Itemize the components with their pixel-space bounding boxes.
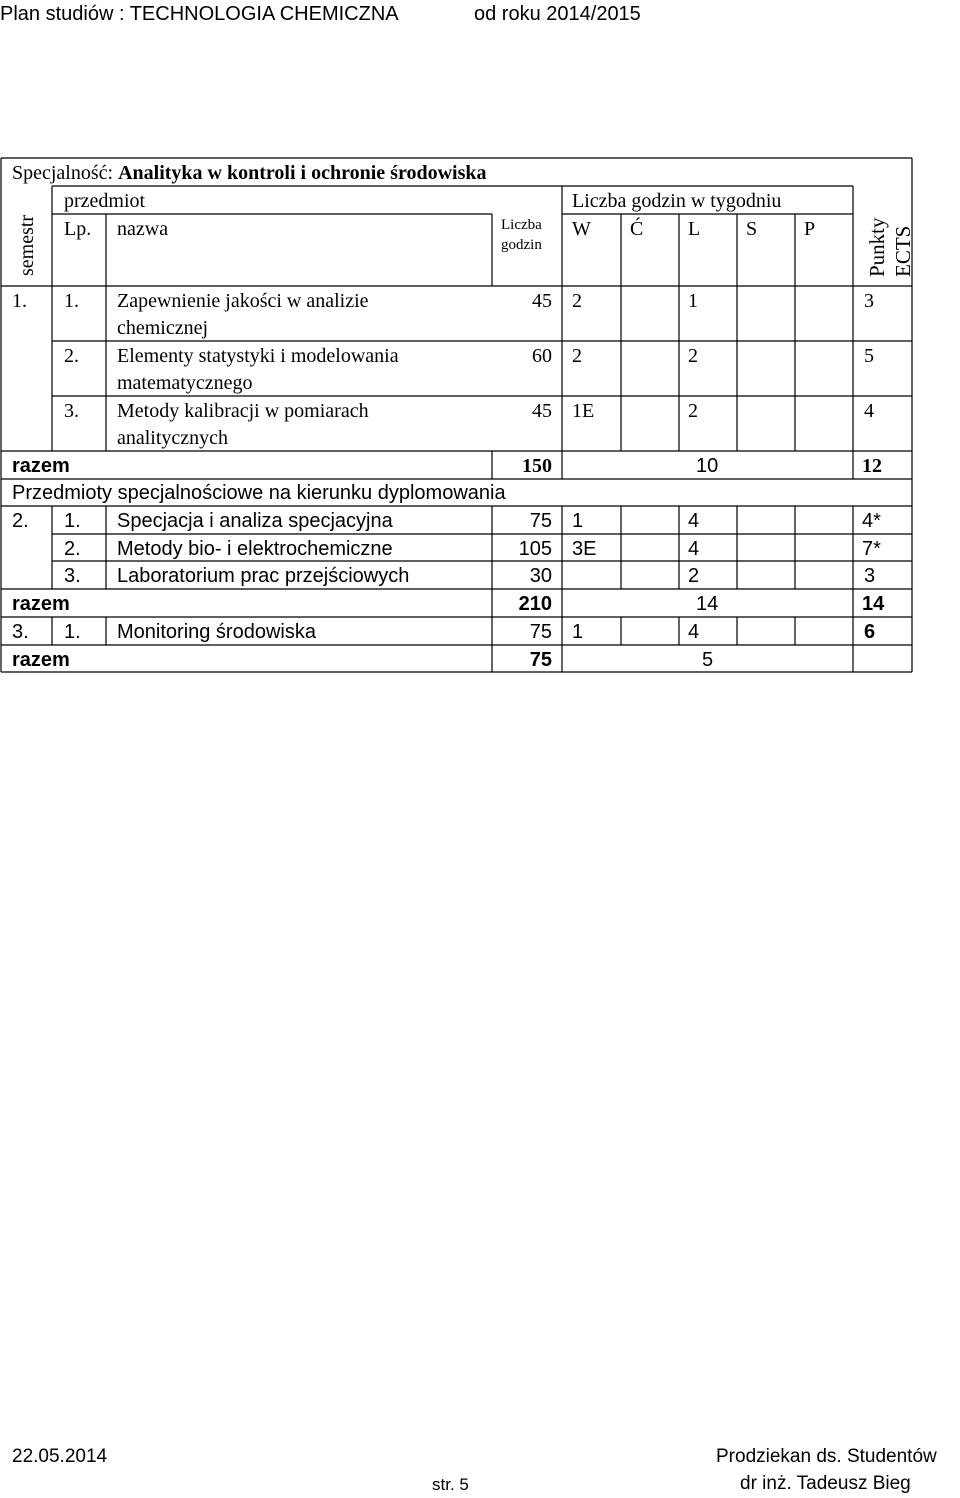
col-header-c: Ć	[630, 218, 644, 240]
footer-signatory: dr inż. Tadeusz Bieg	[740, 1473, 911, 1494]
row-w: 1	[572, 510, 584, 532]
summary-ects: 12	[862, 455, 882, 477]
specialization-name: Analityka w kontroli i ochronie środowiska	[118, 162, 487, 184]
row-name: Elementy statystyki i modelowania	[117, 345, 399, 367]
col-header-semestr: semestr	[16, 214, 38, 276]
row-hours: 30	[529, 565, 552, 587]
row-ects: 3	[864, 290, 874, 312]
specialization-label: Specjalność:	[12, 162, 114, 184]
col-header-lp: Lp.	[64, 218, 92, 240]
row-ects: 3	[864, 565, 876, 587]
row-l: 4	[688, 510, 700, 532]
summary-hours: 75	[529, 649, 552, 671]
col-header-l: L	[688, 218, 701, 240]
summary-ects: 14	[862, 593, 885, 615]
col-header-w: W	[572, 218, 591, 240]
plan-year: od roku 2014/2015	[474, 3, 641, 25]
page-number: str. 5	[432, 1475, 469, 1494]
footer-role: Prodziekan ds. Studentów	[716, 1446, 937, 1467]
row-hours: 75	[529, 621, 552, 643]
footer-date: 22.05.2014	[12, 1446, 108, 1467]
row-name: Metody bio- i elektrochemiczne	[117, 538, 393, 560]
row-w: 1	[572, 621, 584, 643]
row-w: 2	[572, 290, 582, 312]
row-name: Metody kalibracji w pomiarach	[117, 400, 369, 422]
col-header-week-hours: Liczba godzin w tygodniu	[572, 190, 782, 212]
row-name-cont: matematycznego	[117, 372, 253, 394]
section-title: Przedmioty specjalnościowe na kierunku dyplomowania	[12, 482, 506, 504]
col-header-liczba: Liczba	[501, 217, 542, 233]
row-hours: 45	[532, 290, 552, 312]
row-name: Zapewnienie jakości w analizie	[117, 290, 369, 312]
row-l: 2	[688, 400, 698, 422]
semester-number: 2.	[12, 510, 29, 532]
row-l: 4	[688, 538, 700, 560]
row-lp: 3.	[64, 565, 81, 587]
col-header-przedmiot: przedmiot	[64, 190, 146, 212]
col-header-ects: ECTS	[891, 225, 915, 277]
row-lp: 2.	[64, 538, 81, 560]
row-name-cont: analitycznych	[117, 427, 229, 449]
document-header	[0, 0, 960, 28]
summary-week-hours: 14	[696, 593, 719, 615]
specialization-title	[12, 161, 487, 185]
row-hours: 105	[518, 538, 552, 560]
summary-week-hours: 5	[702, 649, 714, 671]
row-w: 1E	[572, 400, 595, 422]
row-name: Monitoring środowiska	[117, 621, 316, 643]
summary-label: razem	[12, 455, 70, 477]
row-l: 1	[688, 290, 698, 312]
col-header-s: S	[746, 218, 758, 240]
row-lp: 1.	[64, 510, 81, 532]
row-lp: 2.	[64, 345, 79, 367]
row-l: 2	[688, 345, 698, 367]
semester-number: 3.	[12, 621, 29, 643]
row-ects: 4*	[862, 510, 881, 532]
summary-label: razem	[12, 649, 70, 671]
row-name-cont: chemicznej	[117, 317, 209, 339]
row-lp: 1.	[64, 621, 81, 643]
row-hours: 60	[532, 345, 552, 367]
row-w: 3E	[572, 538, 597, 560]
row-l: 2	[688, 565, 700, 587]
col-header-p: P	[804, 218, 816, 240]
row-ects: 5	[864, 345, 874, 367]
semester-number: 1.	[12, 290, 27, 312]
col-header-godzin: godzin	[501, 237, 542, 253]
summary-hours: 210	[518, 593, 552, 615]
row-hours: 45	[532, 400, 552, 422]
row-ects: 7*	[862, 538, 881, 560]
row-hours: 75	[529, 510, 552, 532]
summary-hours: 150	[522, 455, 552, 477]
plan-title: Plan studiów : TECHNOLOGIA CHEMICZNA	[0, 3, 399, 25]
row-name: Specjacja i analiza specjacyjna	[117, 510, 393, 532]
col-header-punkty: Punkty	[865, 217, 889, 277]
row-ects: 4	[864, 400, 874, 422]
row-name: Laboratorium prac przejściowych	[117, 565, 410, 587]
row-w: 2	[572, 345, 582, 367]
col-header-nazwa: nazwa	[117, 218, 169, 240]
row-l: 4	[688, 621, 700, 643]
summary-week-hours: 10	[696, 455, 719, 477]
row-lp: 1.	[64, 290, 79, 312]
row-lp: 3.	[64, 400, 79, 422]
summary-label: razem	[12, 593, 70, 615]
row-ects: 6	[864, 621, 876, 643]
